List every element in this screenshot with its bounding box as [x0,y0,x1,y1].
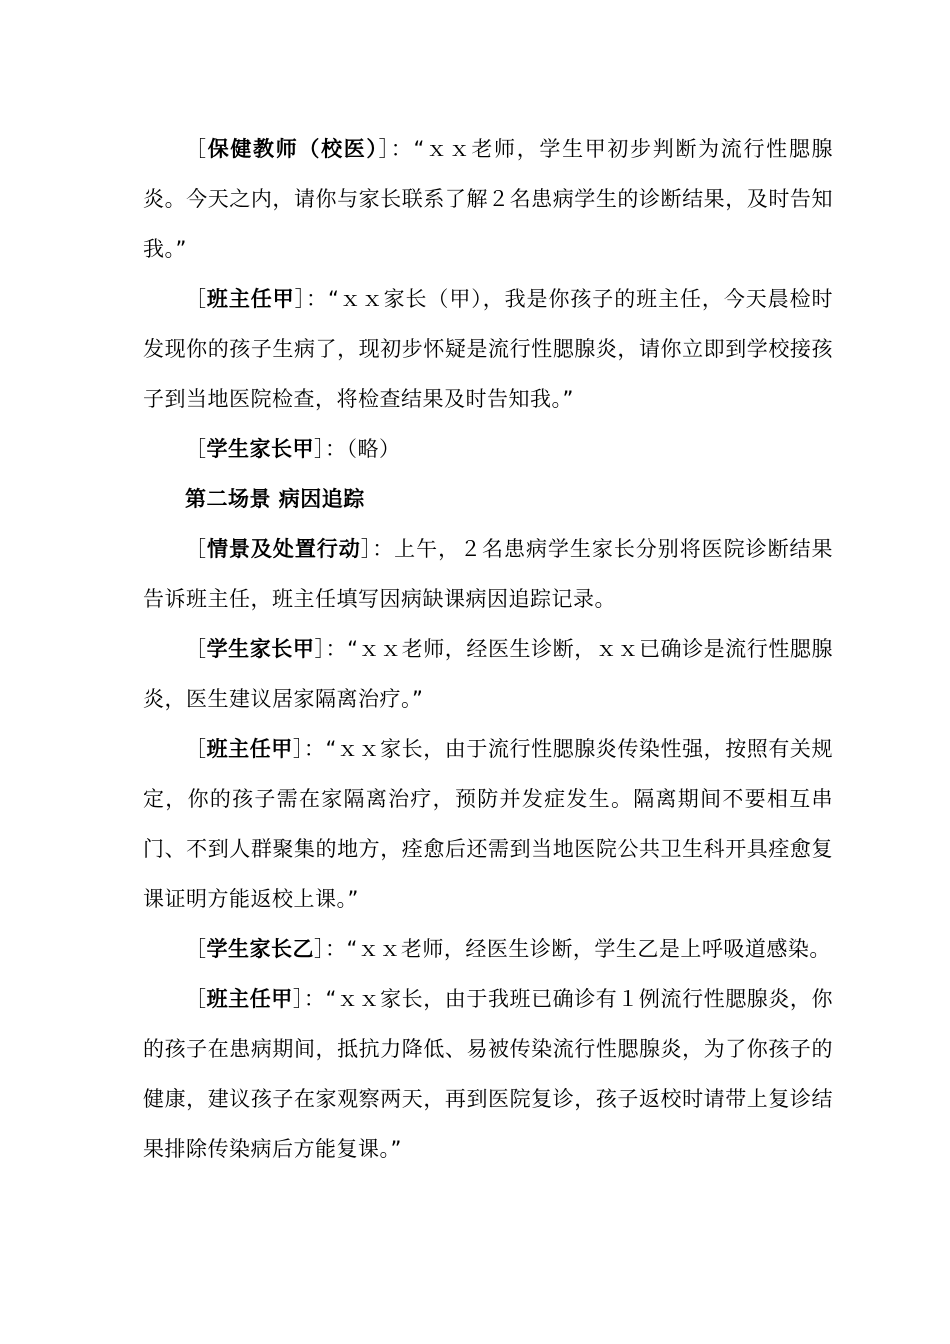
paragraph-head-teacher-a-reply [143,724,833,924]
scene-heading: 第二场景 病因追踪 [185,487,365,511]
bracket-open: ［ [185,137,208,161]
speaker-label: 情景及处置行动 [206,537,361,561]
paragraph-head-teacher-a [143,274,833,424]
paragraph-parent-a [143,424,833,474]
dialogue-text: ］：“ｘｘ老师，经医生诊断，ｘｘ已确诊是流行性腮腺炎，医生建议居家隔离治疗。” [143,637,834,711]
dialogue-text: ］：上午，２名患病学生家长分别将医院诊断结果告诉班主任，班主任填写因病缺课病因追踪记录。 [143,537,834,611]
dialogue-text: ］：（略） [314,437,401,461]
bracket-open: ［ [185,537,207,561]
speaker-label: 学生家长甲 [206,437,314,461]
bracket-open: ［ [185,987,207,1011]
bracket-open: ［ [185,937,207,961]
speaker-label: 学生家长乙 [206,937,314,961]
paragraph-scenario-action [143,524,833,624]
paragraph-head-teacher-a-final [143,974,833,1174]
bracket-open: ［ [185,437,207,461]
dialogue-text: ］：“ｘｘ家长，由于我班已确诊有１例流行性腮腺炎，你的孩子在患病期间，抵抗力降低、易被传染流行性腮腺炎，为了你孩子的健康，建议孩子在家观察两天，再到医院复诊，孩子返校时请带上复诊结果排除传染病后方能复课。” [143,987,833,1161]
document-body [143,124,833,1174]
bracket-open: ［ [185,637,207,661]
paragraph-parent-b [143,924,833,974]
speaker-label: 班主任甲 [206,737,293,761]
speaker-label: 班主任甲 [206,287,295,311]
bracket-open: ［ [185,287,207,311]
speaker-label: 班主任甲 [206,987,293,1011]
paragraph-parent-a-reply [143,624,833,724]
speaker-label: 学生家长甲 [206,637,315,661]
dialogue-text: ］：“ｘｘ家长，由于流行性腮腺炎传染性强，按照有关规定，你的孩子需在家隔离治疗，预防并发症发生。隔离期间不要相互串门、不到人群聚集的地方，痊愈后还需到当地医院公共卫生科开具痊愈复课证明方能返校上课。” [143,737,833,911]
bracket-open: ［ [185,737,207,761]
dialogue-text: ］：“ｘｘ家长（甲），我是你孩子的班主任，今天晨检时发现你的孩子生病了，现初步怀疑是流行性腮腺炎，请你立即到学校接孩子到当地医院检查，将检查结果及时告知我。” [143,287,833,411]
paragraph-school-doctor [143,124,833,274]
speaker-label: 保健教师（校医） [207,137,379,161]
dialogue-text: ］：“ｘｘ老师，学生甲初步判断为流行性腮腺炎。今天之内，请你与家长联系了解２名患病学生的诊断结果，及时告知我。” [143,137,834,261]
dialogue-text: ］：“ｘｘ老师，经医生诊断，学生乙是上呼吸道感染。 [314,937,831,961]
